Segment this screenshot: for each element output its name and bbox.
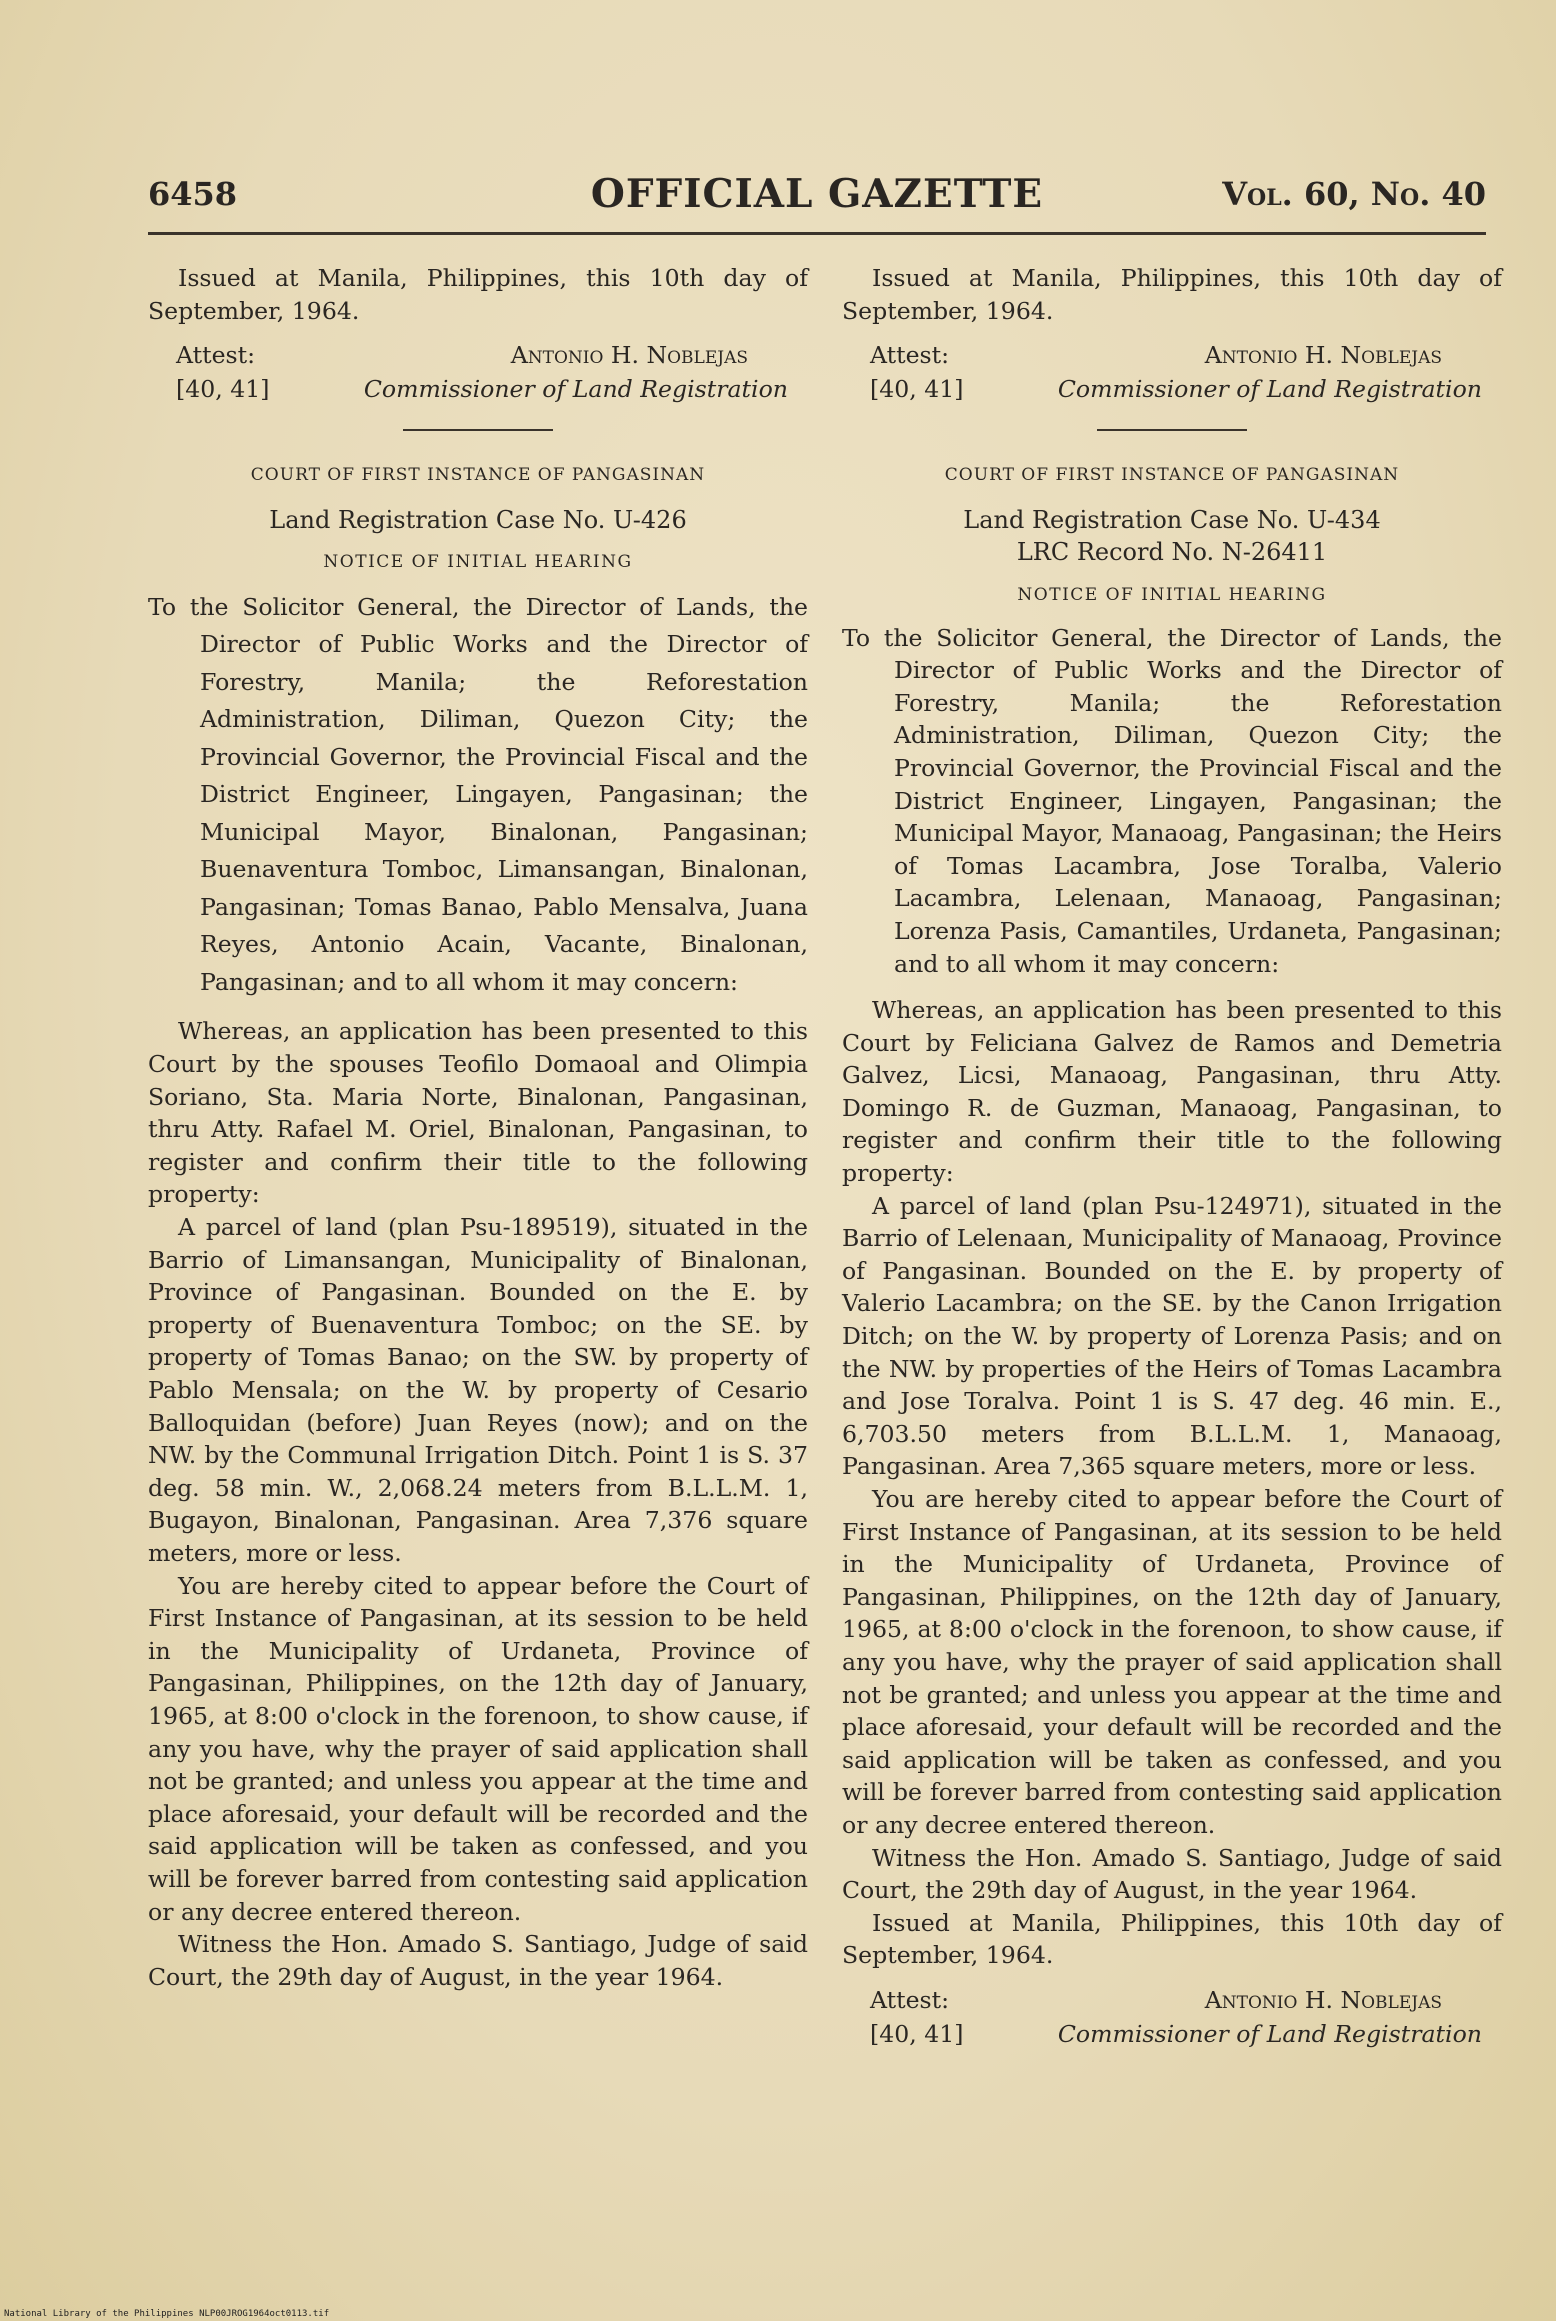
attestation xyxy=(148,339,808,407)
court-heading: COURT OF FIRST INSTANCE OF PANGASINAN xyxy=(250,465,706,486)
section-divider xyxy=(1097,429,1247,431)
notice-heading: NOTICE OF INITIAL HEARING xyxy=(1017,584,1327,605)
commissioner-name: Antonio H. Noblejas xyxy=(1204,1985,1442,2014)
commissioner-office: Commissioner of Land Registration xyxy=(363,375,788,404)
attest-label: Attest: xyxy=(870,1985,950,2014)
addressees: To the Solicitor General, the Director of Lands, the Director of Public Works and the Director of Forestry, Manila; the Reforestation Administration, Diliman, Quezon City; the Provincial Governor, the Provincial Fiscal and the District Engineer, Lingayen, Pangasinan; the Municipal Mayor, Manaoag, Pangasinan; the Heirs of Tomas Lacambra, Jose Toralba, Valerio Lacambra, Lelenaan, Manaoag, Pangasinan; Lorenza Pasis, Camantiles, Urdaneta, Pangasinan; and to all whom it may concern: xyxy=(842,623,1502,978)
publication-title: OFFICIAL GAZETTE xyxy=(590,171,1044,217)
parcel-description: A parcel of land (plan Psu-189519), situated in the Barrio of Limansangan, Municipality of Binalonan, Province of Pangasinan. Bounded on the E. by property of Buenaventura Tomboc; on the SE. by property of Tomas Banao; on the SW. by property of Pablo Mensala; on the W. by property of Cesario Balloquidan (before) Juan Reyes (now); and on the NW. by the Communal Irrigation Ditch. Point 1 is S. 37 deg. 58 min. W., 2,068.24 meters from B.L.L.M. 1, Bugayon, Binalonan, Pangasinan. Area 7,376 square meters, more or less. xyxy=(148,1213,808,1567)
record-number: LRC Record No. N-26411 xyxy=(1016,538,1328,567)
case-number: Land Registration Case No. U-434 xyxy=(963,505,1381,534)
attest-label: Attest: xyxy=(870,341,950,370)
scan-source-footer: National Library of the Philippines NLP00JROG1964oct0113.tif xyxy=(4,2309,330,2319)
court-heading: COURT OF FIRST INSTANCE OF PANGASINAN xyxy=(944,465,1400,486)
commissioner-office: Commissioner of Land Registration xyxy=(1057,375,1482,404)
citation-paragraph: You are hereby cited to appear before the Court of First Instance of Pangasinan, at its session to be held in the Municipality of Urdaneta, Province of Pangasinan, Philippines, on the 12th day of January, 1965, at 8:00 o'clock in the forenoon, to show cause, if any you have, why the prayer of said application shall not be granted; and unless you appear at the time and place aforesaid, your default will be recorded and the said application will be taken as confessed, and you will be forever barred from contesting said application or any decree entered thereon. xyxy=(842,1485,1502,1839)
witness-paragraph: Witness the Hon. Amado S. Santiago, Judge of said Court, the 29th day of August, in the year 1964. xyxy=(148,1930,808,1991)
whereas-paragraph: Whereas, an application has been presented to this Court by the spouses Teofilo Domaoal and Olimpia Soriano, Sta. Maria Norte, Binalonan, Pangasinan, thru Atty. Rafael M. Oriel, Binalonan, Pangasinan, to register and confirm their title to the following property: xyxy=(148,1017,808,1209)
section-divider xyxy=(403,429,553,431)
issued-statement: Issued at Manila, Philippines, this 10th day of September, 1964. xyxy=(842,264,1502,325)
commissioner-name: Antonio H. Noblejas xyxy=(1204,341,1442,370)
attestation-2 xyxy=(842,1984,1502,2052)
case-number: Land Registration Case No. U-426 xyxy=(269,505,687,534)
commissioner-office: Commissioner of Land Registration xyxy=(1057,2019,1482,2048)
whereas-paragraph: Whereas, an application has been presented to this Court by Feliciana Galvez de Ramos and Demetria Galvez, Licsi, Manaoag, Pangasinan, thru Atty. Domingo R. de Guzman, Manaoag, Pangasinan, to register and confirm their title to the following property: xyxy=(842,996,1502,1188)
header-rule xyxy=(148,232,1486,235)
issued-statement: Issued at Manila, Philippines, this 10th day of September, 1964. xyxy=(148,264,808,325)
addressees: To the Solicitor General, the Director of Lands, the Director of Public Works and the Director of Forestry, Manila; the Reforestation Administration, Diliman, Quezon City; the Provincial Governor, the Provincial Fiscal and the District Engineer, Lingayen, Pangasinan; the Municipal Mayor, Binalonan, Pangasinan; Buenaventura Tomboc, Limansangan, Binalonan, Pangasinan; Tomas Banao, Pablo Mensalva, Juana Reyes, Antonio Acain, Vacante, Binalonan, Pangasinan; and to all whom it may concern: xyxy=(148,592,808,996)
issue-reference: [40, 41] xyxy=(870,375,964,404)
page-number: 6458 xyxy=(148,175,238,213)
right-column xyxy=(842,262,1502,2052)
attestation xyxy=(842,339,1502,407)
witness-paragraph: Witness the Hon. Amado S. Santiago, Judge of said Court, the 29th day of August, in the year 1964. xyxy=(842,1843,1502,1905)
issue-reference: [40, 41] xyxy=(870,2019,964,2048)
citation-paragraph: You are hereby cited to appear before the Court of First Instance of Pangasinan, at its session to be held in the Municipality of Urdaneta, Province of Pangasinan, Philippines, on the 12th day of January, 1965, at 8:00 o'clock in the forenoon, to show cause, if any you have, why the prayer of said application shall not be granted; and unless you appear at the time and place aforesaid, your default will be recorded and the said application will be taken as confessed, and you will be forever barred from contesting said application or any decree entered thereon. xyxy=(148,1571,808,1926)
issued-statement-2: Issued at Manila, Philippines, this 10th day of September, 1964. xyxy=(842,1908,1502,1970)
notice-heading: NOTICE OF INITIAL HEARING xyxy=(323,552,633,573)
attest-label: Attest: xyxy=(176,341,256,370)
commissioner-name: Antonio H. Noblejas xyxy=(510,341,748,370)
parcel-description: A parcel of land (plan Psu-124971), situated in the Barrio of Lelenaan, Municipality of Manaoag, Province of Pangasinan. Bounded on the E. by property of Valerio Lacambra; on the SE. by the Canon Irrigation Ditch; on the W. by property of Lorenza Pasis; and on the NW. by properties of the Heirs of Tomas Lacambra and Jose Toralva. Point 1 is S. 47 deg. 46 min. E., 6,703.50 meters from B.L.L.M. 1, Manaoag, Pangasinan. Area 7,365 square meters, more or less. xyxy=(842,1191,1502,1481)
left-column xyxy=(148,262,808,1993)
issue-reference: [40, 41] xyxy=(176,375,270,404)
page-header xyxy=(148,171,1486,231)
volume-issue: Vol. 60, No. 40 xyxy=(1222,175,1486,213)
